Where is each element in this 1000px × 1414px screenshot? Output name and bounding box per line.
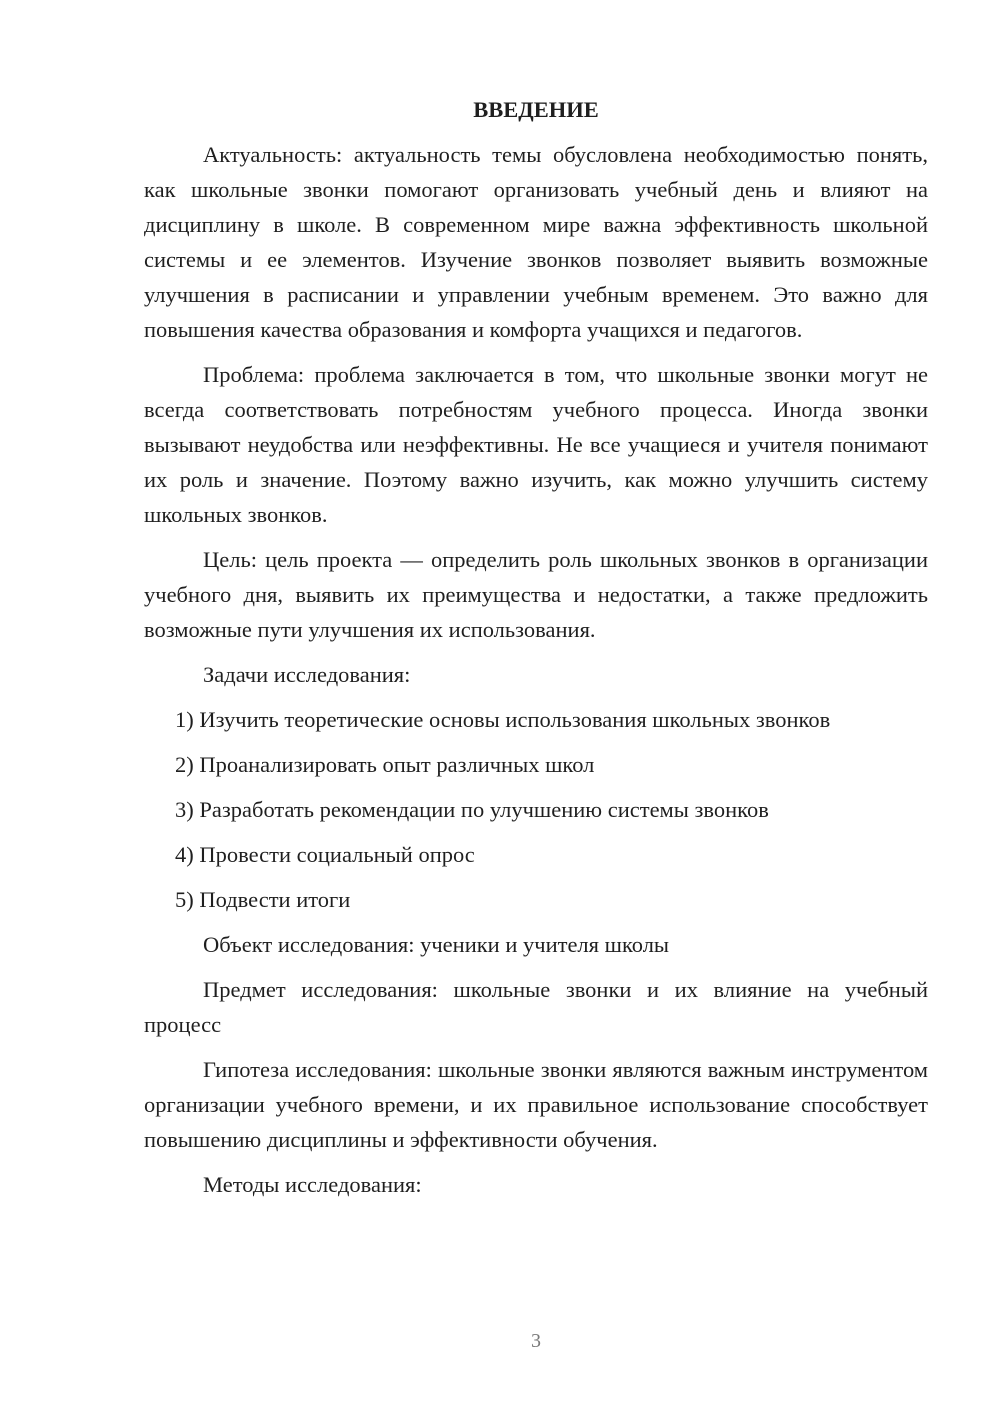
paragraph-problem: Проблема: проблема заключается в том, что школьные звонки могут не всегда соответствовать потребностям учебного процесса. Иногда звонки вызывают неудобства или неэффективны. Не все учащиеся и учителя понимают их роль и значение. Поэтому важно изучить, как можно улучшить систему школьных звонков. — [144, 362, 928, 527]
tasks-list — [144, 702, 928, 917]
list-item: 2) Проанализировать опыт различных школ — [175, 752, 595, 777]
page-title: ВВЕДЕНИЕ — [473, 97, 599, 122]
list-item: 4) Провести социальный опрос — [175, 842, 475, 867]
paragraph-subject: Предмет исследования: школьные звонки и их влияние на учебный процесс — [144, 977, 928, 1037]
document-page — [144, 92, 928, 1202]
paragraph-relevance: Актуальность: актуальность темы обусловлена необходимостью понять, как школьные звонки помогают организовать учебный день и влияют на дисциплину в школе. В современном мире важна эффективность школьной системы и ее элементов. Изучение звонков позволяет выявить возможные улучшения в расписании и управлении учебным временем. Это важно для повышения качества образования и комфорта учащихся и педагогов. — [144, 142, 928, 342]
list-item: 3) Разработать рекомендации по улучшению системы звонков — [175, 797, 769, 822]
paragraph-object: Объект исследования: ученики и учителя школы — [203, 932, 670, 957]
page-number: 3 — [531, 1330, 541, 1352]
tasks-heading: Задачи исследования: — [203, 662, 411, 687]
methods-heading: Методы исследования: — [203, 1172, 422, 1197]
list-item: 1) Изучить теоретические основы использования школьных звонков — [175, 707, 831, 732]
paragraph-goal: Цель: цель проекта — определить роль школьных звонков в организации учебного дня, выявить их преимущества и недостатки, а также предложить возможные пути улучшения их использования. — [144, 547, 928, 642]
list-item: 5) Подвести итоги — [175, 887, 351, 912]
paragraph-hypothesis: Гипотеза исследования: школьные звонки являются важным инструментом организации учебного времени, и их правильное использование способствует повышению дисциплины и эффективности обучения. — [144, 1057, 928, 1152]
